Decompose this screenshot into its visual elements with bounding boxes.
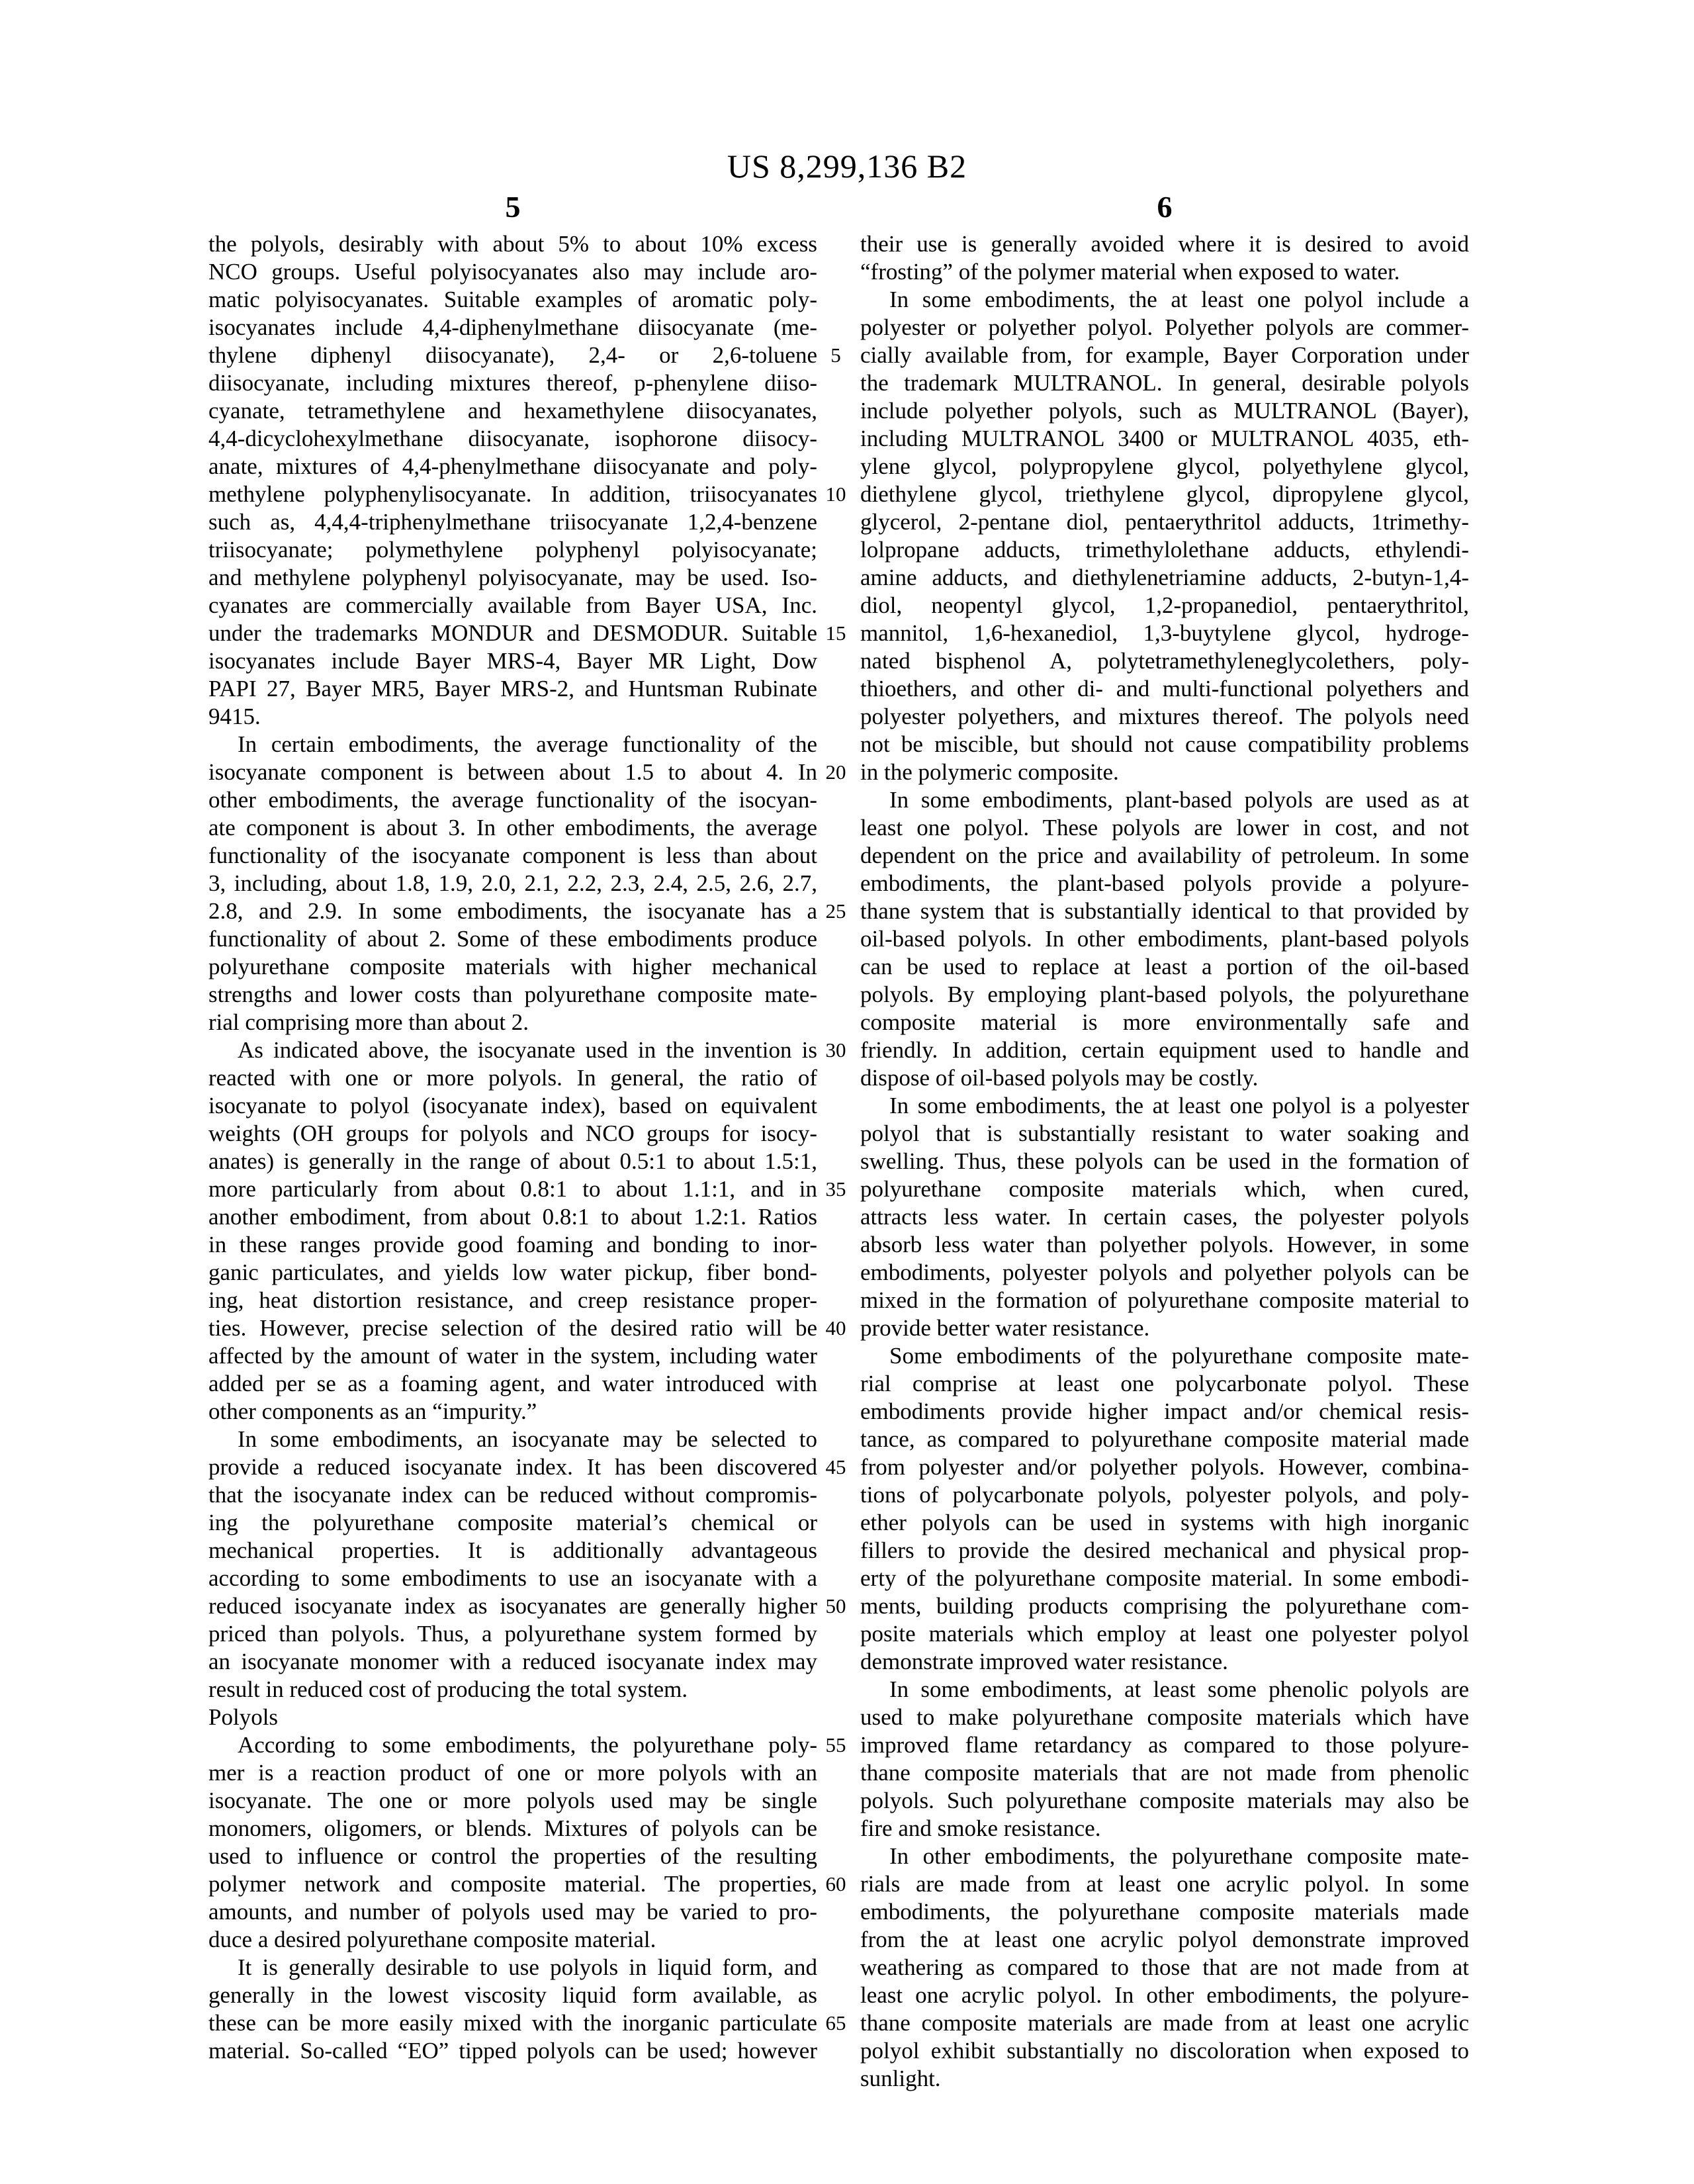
text-line: In some embodiments, plant-based polyols are used as at bbox=[889, 787, 1469, 813]
text-line: In certain embodiments, the average functionality of the bbox=[238, 731, 817, 757]
text-line: isocyanate. The one or more polyols used may be single bbox=[208, 1788, 817, 1813]
text-line: lolpropane adducts, trimethylolethane adducts, ethylendi- bbox=[860, 537, 1469, 563]
text-line: and methylene polyphenyl polyisocyanate, may be used. Iso- bbox=[208, 565, 817, 590]
text-line: added per se as a foaming agent, and water introduced with bbox=[208, 1371, 817, 1396]
left-text-column bbox=[208, 230, 817, 2065]
text-line: functionality of about 2. Some of these embodiments produce bbox=[208, 926, 817, 952]
text-line: result in reduced cost of producing the total system. bbox=[208, 1676, 688, 1702]
text-line: include polyether polyols, such as MULTRANOL (Bayer), bbox=[860, 398, 1469, 424]
text-line: material. So-called “EO” tipped polyols can be used; however bbox=[208, 2038, 817, 2064]
text-line: rials are made from at least one acrylic polyol. In some bbox=[860, 1871, 1469, 1897]
text-line: swelling. Thus, these polyols can be used in the formation of bbox=[860, 1148, 1469, 1174]
text-line: thane system that is substantially identical to that provided by bbox=[860, 898, 1469, 924]
text-line: least one acrylic polyol. In other embodiments, the polyure- bbox=[860, 1982, 1469, 2008]
text-line: anate, mixtures of 4,4-phenylmethane diisocyanate and poly- bbox=[208, 453, 817, 479]
text-line: cyanate, tetramethylene and hexamethylene diisocyanates, bbox=[208, 398, 817, 424]
text-line: the trademark MULTRANOL. In general, desirable polyols bbox=[860, 370, 1469, 396]
gutter-line-number: 65 bbox=[825, 2011, 846, 2034]
text-line: including MULTRANOL 3400 or MULTRANOL 4035, eth- bbox=[860, 426, 1469, 451]
text-line: cially available from, for example, Bayer Corporation under bbox=[860, 342, 1469, 368]
text-line: mechanical properties. It is additionally advantageous bbox=[208, 1537, 817, 1563]
text-line: tance, as compared to polyurethane composite material made bbox=[860, 1426, 1469, 1452]
text-line: anates) is generally in the range of about 0.5:1 to about 1.5:1, bbox=[208, 1148, 817, 1174]
text-line: embodiments, the polyurethane composite materials made bbox=[860, 1899, 1469, 1925]
text-line: polyurethane composite materials with higher mechanical bbox=[208, 954, 817, 979]
text-line: “frosting” of the polymer material when exposed to water. bbox=[860, 259, 1400, 285]
text-line: embodiments provide higher impact and/or chemical resis- bbox=[860, 1398, 1469, 1424]
text-line: In some embodiments, an isocyanate may be selected to bbox=[238, 1426, 817, 1452]
text-line: improved flame retardancy as compared to those polyure- bbox=[860, 1732, 1469, 1758]
text-line: dependent on the price and availability of petroleum. In some bbox=[860, 842, 1469, 868]
gutter-line-number: 40 bbox=[825, 1316, 846, 1340]
text-line: mer is a reaction product of one or more polyols with an bbox=[208, 1760, 817, 1786]
text-line: erty of the polyurethane composite material. In some embodi- bbox=[860, 1565, 1469, 1591]
text-line: dispose of oil-based polyols may be costly. bbox=[860, 1065, 1259, 1091]
text-line: ganic particulates, and yields low water pickup, fiber bond- bbox=[208, 1259, 817, 1285]
text-line: their use is generally avoided where it is desired to avoid bbox=[860, 231, 1469, 257]
text-line: least one polyol. These polyols are lower in cost, and not bbox=[860, 815, 1469, 841]
text-line: composite material is more environmentally safe and bbox=[860, 1009, 1469, 1035]
line-number-gutter bbox=[812, 230, 860, 2093]
text-line: provide better water resistance. bbox=[860, 1315, 1150, 1341]
text-line: ate component is about 3. In other embodiments, the average bbox=[208, 815, 817, 841]
text-line: generally in the lowest viscosity liquid form available, as bbox=[208, 1982, 817, 2008]
text-line: methylene polyphenylisocyanate. In addition, triisocyanates bbox=[208, 481, 817, 507]
text-line: ether polyols can be used in systems with high inorganic bbox=[860, 1510, 1469, 1535]
text-line: other components as an “impurity.” bbox=[208, 1398, 537, 1424]
text-line: fire and smoke resistance. bbox=[860, 1815, 1101, 1841]
text-line: monomers, oligomers, or blends. Mixtures of polyols can be bbox=[208, 1815, 817, 1841]
text-line: It is generally desirable to use polyols in liquid form, and bbox=[238, 1954, 817, 1980]
text-line: isocyanates include Bayer MRS-4, Bayer MR Light, Dow bbox=[208, 648, 817, 674]
text-line: thane composite materials are made from at least one acrylic bbox=[860, 2010, 1469, 2036]
text-line: friendly. In addition, certain equipment used to handle and bbox=[860, 1037, 1469, 1063]
text-line: reduced isocyanate index as isocyanates are generally higher bbox=[208, 1593, 817, 1619]
text-line: amine adducts, and diethylenetriamine adducts, 2-butyn-1,4- bbox=[860, 565, 1469, 590]
text-line: According to some embodiments, the polyurethane poly- bbox=[238, 1732, 817, 1758]
patent-number-header: US 8,299,136 B2 bbox=[727, 148, 967, 185]
text-line: such as, 4,4,4-triphenylmethane triisocyanate 1,2,4-benzene bbox=[208, 509, 817, 535]
text-line: rial comprising more than about 2. bbox=[208, 1009, 529, 1035]
text-line: weights (OH groups for polyols and NCO groups for isocy- bbox=[208, 1120, 817, 1146]
text-line: 2.8, and 2.9. In some embodiments, the isocyanate has a bbox=[208, 898, 817, 924]
gutter-line-number: 35 bbox=[825, 1177, 846, 1201]
text-line: cyanates are commercially available from Bayer USA, Inc. bbox=[208, 592, 817, 618]
gutter-line-number: 25 bbox=[825, 899, 846, 923]
column-number-left: 5 bbox=[505, 190, 521, 224]
text-line: strengths and lower costs than polyurethane composite mate- bbox=[208, 981, 817, 1007]
text-line: polyols. Such polyurethane composite materials may also be bbox=[860, 1788, 1469, 1813]
text-line: weathering as compared to those that are not made from at bbox=[860, 1954, 1469, 1980]
text-line: another embodiment, from about 0.8:1 to about 1.2:1. Ratios bbox=[208, 1204, 817, 1230]
text-line: not be miscible, but should not cause compatibility problems bbox=[860, 731, 1469, 757]
text-line: In some embodiments, at least some phenolic polyols are bbox=[889, 1676, 1469, 1702]
text-line: functionality of the isocyanate component is less than about bbox=[208, 842, 817, 868]
gutter-line-number: 50 bbox=[825, 1594, 846, 1617]
text-line: polyol that is substantially resistant to water soaking and bbox=[860, 1120, 1469, 1146]
text-line: polyols. By employing plant-based polyols, the polyurethane bbox=[860, 981, 1469, 1007]
text-line: isocyanates include 4,4-diphenylmethane diisocyanate (me- bbox=[208, 314, 817, 340]
gutter-line-number: 30 bbox=[825, 1038, 846, 1062]
gutter-line-number: 5 bbox=[830, 343, 841, 367]
text-line: according to some embodiments to use an isocyanate with a bbox=[208, 1565, 817, 1591]
text-line: under the trademarks MONDUR and DESMODUR. Suitable bbox=[208, 620, 817, 646]
column-number-right: 6 bbox=[1157, 190, 1173, 224]
gutter-line-number: 20 bbox=[825, 760, 846, 784]
text-line: polyester or polyether polyol. Polyether polyols are commer- bbox=[860, 314, 1469, 340]
text-line: thioethers, and other di- and multi-functional polyethers and bbox=[860, 676, 1469, 702]
text-line: polyurethane composite materials which, when cured, bbox=[860, 1176, 1469, 1202]
text-line: amounts, and number of polyols used may be varied to pro- bbox=[208, 1899, 817, 1925]
text-line: 3, including, about 1.8, 1.9, 2.0, 2.1, 2.2, 2.3, 2.4, 2.5, 2.6, 2.7, bbox=[208, 870, 817, 896]
text-line: diol, neopentyl glycol, 1,2-propanediol, pentaerythritol, bbox=[860, 592, 1469, 618]
text-line: absorb less water than polyether polyols. However, in some bbox=[860, 1232, 1469, 1257]
text-line: mixed in the formation of polyurethane composite material to bbox=[860, 1287, 1469, 1313]
text-line: diethylene glycol, triethylene glycol, dipropylene glycol, bbox=[860, 481, 1469, 507]
text-line: diisocyanate, including mixtures thereof, p-phenylene diiso- bbox=[208, 370, 817, 396]
text-line: sunlight. bbox=[860, 2066, 941, 2091]
text-line: thane composite materials that are not made from phenolic bbox=[860, 1760, 1469, 1786]
text-line: 4,4-dicyclohexylmethane diisocyanate, isophorone diisocy- bbox=[208, 426, 817, 451]
text-line: PAPI 27, Bayer MR5, Bayer MRS-2, and Huntsman Rubinate bbox=[208, 676, 817, 702]
text-line: in these ranges provide good foaming and bonding to inor- bbox=[208, 1232, 817, 1257]
text-line: embodiments, the plant-based polyols provide a polyure- bbox=[860, 870, 1469, 896]
text-line: polyol exhibit substantially no discoloration when exposed to bbox=[860, 2038, 1469, 2064]
text-line: duce a desired polyurethane composite material. bbox=[208, 1927, 656, 1952]
text-line: the polyols, desirably with about 5% to about 10% excess bbox=[208, 231, 817, 257]
text-line: demonstrate improved water resistance. bbox=[860, 1649, 1228, 1674]
text-line: 9415. bbox=[208, 704, 261, 729]
text-line: In some embodiments, the at least one polyol is a polyester bbox=[889, 1093, 1469, 1118]
gutter-line-number: 60 bbox=[825, 1872, 846, 1895]
text-line: matic polyisocyanates. Suitable examples of aromatic poly- bbox=[208, 287, 817, 312]
text-line: provide a reduced isocyanate index. It has been discovered bbox=[208, 1454, 817, 1480]
gutter-line-number: 55 bbox=[825, 1733, 846, 1756]
gutter-line-number: 15 bbox=[825, 621, 846, 645]
text-line: fillers to provide the desired mechanical and physical prop- bbox=[860, 1537, 1469, 1563]
text-line: used to influence or control the properties of the resulting bbox=[208, 1843, 817, 1869]
text-line: nated bisphenol A, polytetramethyleneglycolethers, poly- bbox=[860, 648, 1469, 674]
text-line: ties. However, precise selection of the desired ratio will be bbox=[208, 1315, 817, 1341]
text-line: Some embodiments of the polyurethane composite mate- bbox=[889, 1343, 1469, 1369]
text-line: can be used to replace at least a portion of the oil-based bbox=[860, 954, 1469, 979]
text-line: In other embodiments, the polyurethane composite mate- bbox=[889, 1843, 1469, 1869]
text-line: thylene diphenyl diisocyanate), 2,4- or 2,6-toluene bbox=[208, 342, 817, 368]
text-line: embodiments, polyester polyols and polyether polyols can be bbox=[860, 1259, 1469, 1285]
text-line: triisocyanate; polymethylene polyphenyl polyisocyanate; bbox=[208, 537, 817, 563]
text-line: glycerol, 2-pentane diol, pentaerythritol adducts, 1trimethy- bbox=[860, 509, 1469, 535]
text-line: tions of polycarbonate polyols, polyester polyols, and poly- bbox=[860, 1482, 1469, 1508]
text-line: affected by the amount of water in the system, including water bbox=[208, 1343, 817, 1369]
text-line: from the at least one acrylic polyol demonstrate improved bbox=[860, 1927, 1469, 1952]
text-line: In some embodiments, the at least one polyol include a bbox=[889, 287, 1469, 312]
text-line: oil-based polyols. In other embodiments, plant-based polyols bbox=[860, 926, 1469, 952]
text-line: an isocyanate monomer with a reduced isocyanate index may bbox=[208, 1649, 817, 1674]
text-line: in the polymeric composite. bbox=[860, 759, 1119, 785]
gutter-line-number: 45 bbox=[825, 1455, 846, 1479]
text-line: other embodiments, the average functionality of the isocyan- bbox=[208, 787, 817, 813]
text-line: used to make polyurethane composite materials which have bbox=[860, 1704, 1469, 1730]
text-line: polymer network and composite material. The properties, bbox=[208, 1871, 817, 1897]
text-line: from polyester and/or polyether polyols. However, combina- bbox=[860, 1454, 1469, 1480]
text-line: mannitol, 1,6-hexanediol, 1,3-buytylene glycol, hydroge- bbox=[860, 620, 1469, 646]
text-line: polyester polyethers, and mixtures thereof. The polyols need bbox=[860, 704, 1469, 729]
text-line: ylene glycol, polypropylene glycol, polyethylene glycol, bbox=[860, 453, 1469, 479]
text-line: ments, building products comprising the polyurethane com- bbox=[860, 1593, 1469, 1619]
text-line: isocyanate component is between about 1.5 to about 4. In bbox=[208, 759, 817, 785]
text-line: rial comprise at least one polycarbonate polyol. These bbox=[860, 1371, 1469, 1396]
text-line: priced than polyols. Thus, a polyurethane system formed by bbox=[208, 1621, 817, 1647]
text-line: attracts less water. In certain cases, the polyester polyols bbox=[860, 1204, 1469, 1230]
text-line: more particularly from about 0.8:1 to about 1.1:1, and in bbox=[208, 1176, 817, 1202]
text-line: posite materials which employ at least one polyester polyol bbox=[860, 1621, 1469, 1647]
right-text-column bbox=[860, 230, 1469, 2093]
text-line: Polyols bbox=[208, 1704, 279, 1730]
text-line: NCO groups. Useful polyisocyanates also may include aro- bbox=[208, 259, 817, 285]
text-line: isocyanate to polyol (isocyanate index), based on equivalent bbox=[208, 1093, 817, 1118]
text-line: that the isocyanate index can be reduced without compromis- bbox=[208, 1482, 817, 1508]
text-line: ing, heat distortion resistance, and creep resistance proper- bbox=[208, 1287, 817, 1313]
text-line: ing the polyurethane composite material’s chemical or bbox=[208, 1510, 817, 1535]
text-line: As indicated above, the isocyanate used in the invention is bbox=[238, 1037, 817, 1063]
text-line: these can be more easily mixed with the inorganic particulate bbox=[208, 2010, 817, 2036]
gutter-line-number: 10 bbox=[825, 482, 846, 506]
text-line: reacted with one or more polyols. In general, the ratio of bbox=[208, 1065, 817, 1091]
